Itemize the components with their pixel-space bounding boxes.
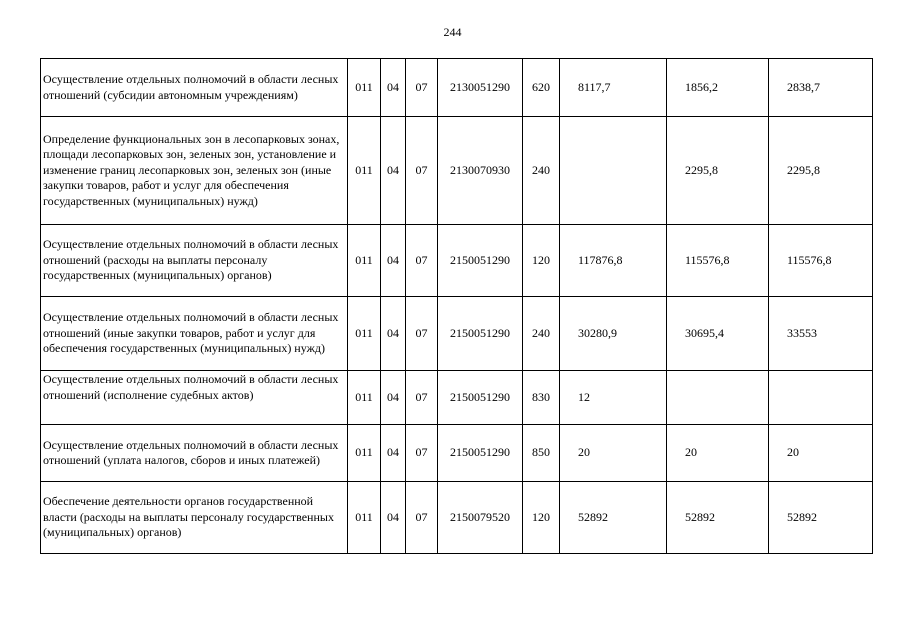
amount-year-1: 30280,9 [560, 297, 667, 371]
row-description: Осуществление отдельных полномочий в области лесных отношений (уплата налогов, сборов и иных платежей) [41, 425, 348, 482]
amount-year-1: 20 [560, 425, 667, 482]
amount-year-3 [769, 371, 873, 425]
row-description: Определение функциональных зон в лесопарковых зонах, площади лесопарковых зон, зеленых зон, установление и изменение границ лесопарковых зон, зеленых зон (иные закупки товаров, работ и услуг для обеспечения государственных (муниципальных) нужд) [41, 117, 348, 225]
table-row [41, 425, 873, 482]
target-article-code: 2150051290 [438, 225, 523, 297]
expense-type-code: 830 [523, 371, 560, 425]
subsection-code: 07 [406, 482, 438, 554]
section-code: 04 [381, 297, 406, 371]
table-row [41, 371, 873, 425]
subsection-code: 07 [406, 225, 438, 297]
ministry-code: 011 [348, 59, 381, 117]
amount-year-1: 12 [560, 371, 667, 425]
ministry-code: 011 [348, 297, 381, 371]
amount-year-2: 52892 [667, 482, 769, 554]
ministry-code: 011 [348, 482, 381, 554]
expense-type-code: 120 [523, 225, 560, 297]
target-article-code: 2130051290 [438, 59, 523, 117]
subsection-code: 07 [406, 59, 438, 117]
section-code: 04 [381, 371, 406, 425]
section-code: 04 [381, 482, 406, 554]
amount-year-2: 2295,8 [667, 117, 769, 225]
subsection-code: 07 [406, 371, 438, 425]
ministry-code: 011 [348, 371, 381, 425]
amount-year-3: 52892 [769, 482, 873, 554]
section-code: 04 [381, 59, 406, 117]
ministry-code: 011 [348, 117, 381, 225]
section-code: 04 [381, 225, 406, 297]
target-article-code: 2150051290 [438, 425, 523, 482]
amount-year-1 [560, 117, 667, 225]
amount-year-3: 20 [769, 425, 873, 482]
target-article-code: 2130070930 [438, 117, 523, 225]
ministry-code: 011 [348, 425, 381, 482]
row-description: Осуществление отдельных полномочий в области лесных отношений (расходы на выплаты персоналу государственных (муниципальных) органов) [41, 225, 348, 297]
table-row [41, 117, 873, 225]
target-article-code: 2150079520 [438, 482, 523, 554]
table-row [41, 59, 873, 117]
amount-year-3: 115576,8 [769, 225, 873, 297]
budget-table [40, 58, 873, 554]
row-description: Обеспечение деятельности органов государственной власти (расходы на выплаты персоналу государственных (муниципальных) органов) [41, 482, 348, 554]
expense-type-code: 240 [523, 117, 560, 225]
subsection-code: 07 [406, 117, 438, 225]
row-description: Осуществление отдельных полномочий в области лесных отношений (субсидии автономным учреждениям) [41, 59, 348, 117]
target-article-code: 2150051290 [438, 297, 523, 371]
page-number: 244 [443, 25, 462, 39]
expense-type-code: 850 [523, 425, 560, 482]
row-description: Осуществление отдельных полномочий в области лесных отношений (исполнение судебных актов) [41, 371, 348, 425]
amount-year-2: 115576,8 [667, 225, 769, 297]
amount-year-2: 20 [667, 425, 769, 482]
amount-year-2 [667, 371, 769, 425]
amount-year-1: 117876,8 [560, 225, 667, 297]
section-code: 04 [381, 117, 406, 225]
subsection-code: 07 [406, 425, 438, 482]
amount-year-3: 2838,7 [769, 59, 873, 117]
amount-year-3: 33553 [769, 297, 873, 371]
table-row [41, 297, 873, 371]
amount-year-3: 2295,8 [769, 117, 873, 225]
table-row [41, 482, 873, 554]
ministry-code: 011 [348, 225, 381, 297]
expense-type-code: 120 [523, 482, 560, 554]
amount-year-2: 30695,4 [667, 297, 769, 371]
amount-year-1: 52892 [560, 482, 667, 554]
subsection-code: 07 [406, 297, 438, 371]
expense-type-code: 620 [523, 59, 560, 117]
row-description: Осуществление отдельных полномочий в области лесных отношений (иные закупки товаров, работ и услуг для обеспечения государственных (муниципальных) нужд) [41, 297, 348, 371]
expense-type-code: 240 [523, 297, 560, 371]
section-code: 04 [381, 425, 406, 482]
table-row [41, 225, 873, 297]
target-article-code: 2150051290 [438, 371, 523, 425]
amount-year-1: 8117,7 [560, 59, 667, 117]
amount-year-2: 1856,2 [667, 59, 769, 117]
